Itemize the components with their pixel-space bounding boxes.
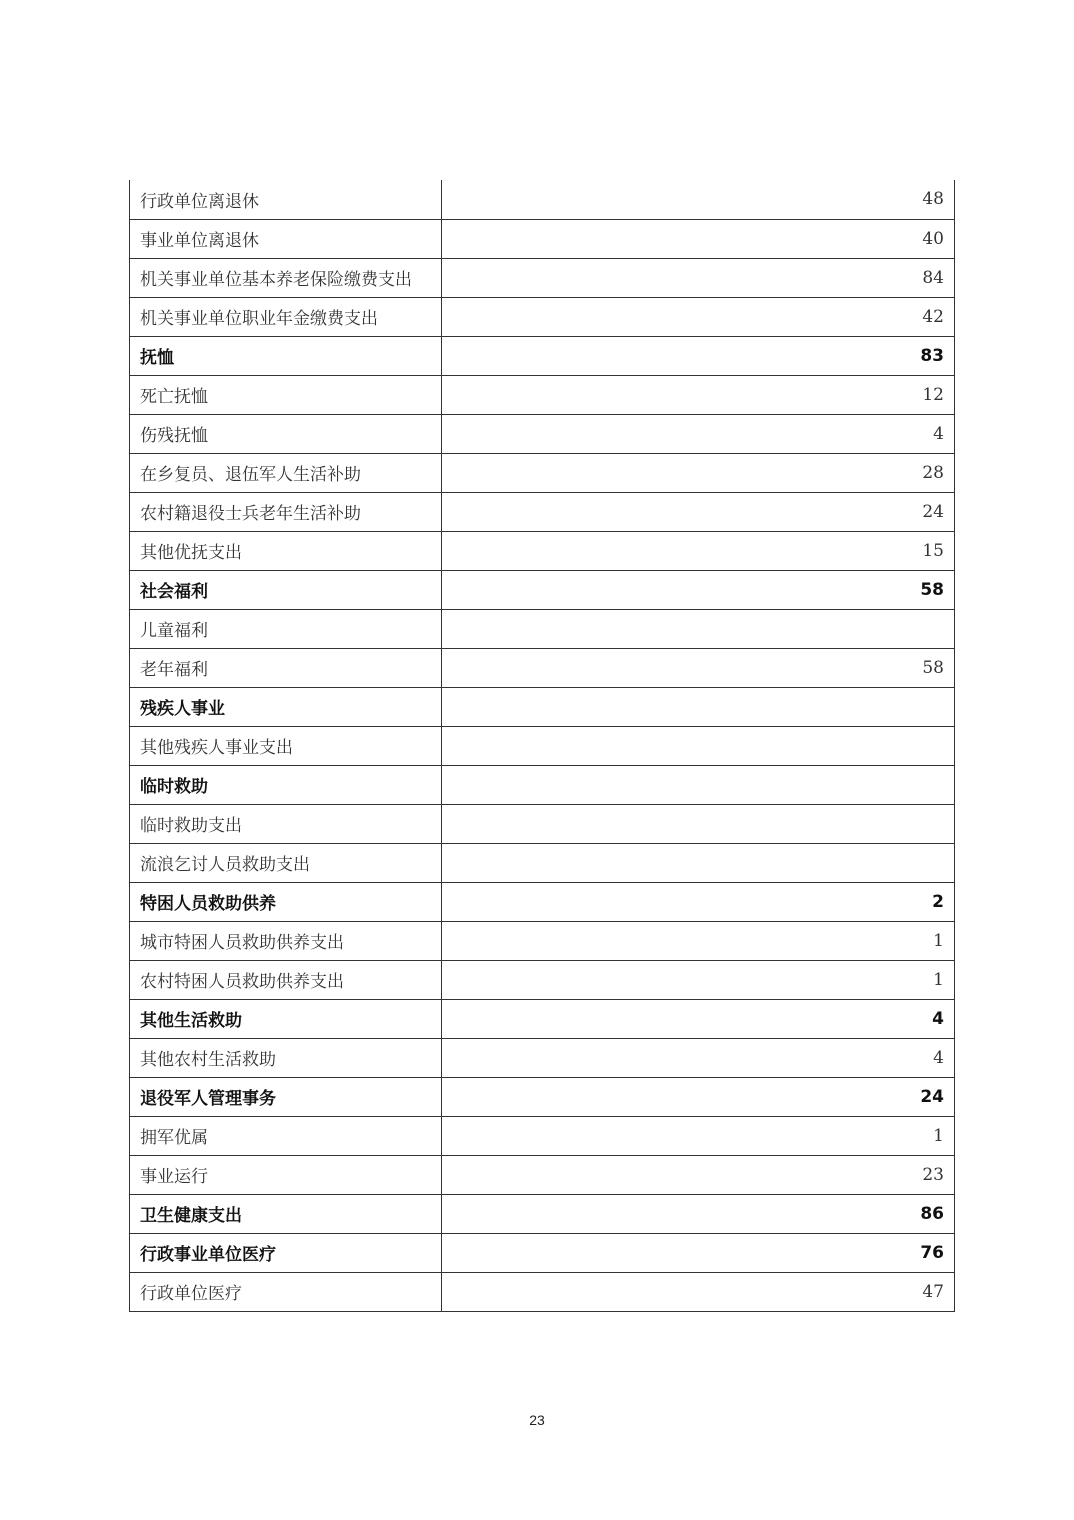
table-row [130, 336, 955, 375]
table-row [130, 1233, 955, 1272]
table-row [130, 414, 955, 453]
row-item-value [442, 687, 955, 726]
row-item-value: 4 [442, 1038, 955, 1077]
row-item-name: 死亡抚恤 [130, 375, 442, 414]
table-row [130, 1038, 955, 1077]
table-row [130, 999, 955, 1038]
row-item-value: 84 [442, 258, 955, 297]
row-item-value: 4 [442, 414, 955, 453]
table-row [130, 648, 955, 687]
row-item-name: 儿童福利 [130, 609, 442, 648]
row-item-name: 卫生健康支出 [130, 1194, 442, 1233]
row-item-name: 特困人员救助供养 [130, 882, 442, 921]
table-row [130, 687, 955, 726]
row-item-name: 农村特困人员救助供养支出 [130, 960, 442, 999]
row-item-value: 24 [442, 492, 955, 531]
table-row [130, 258, 955, 297]
row-item-name: 抚恤 [130, 336, 442, 375]
table-body [130, 180, 955, 1311]
row-item-name: 行政事业单位医疗 [130, 1233, 442, 1272]
row-item-value: 76 [442, 1233, 955, 1272]
row-item-name: 行政单位离退休 [130, 180, 442, 219]
row-item-name: 其他农村生活救助 [130, 1038, 442, 1077]
table-row [130, 453, 955, 492]
row-item-name: 社会福利 [130, 570, 442, 609]
table-row [130, 843, 955, 882]
row-item-name: 伤残抚恤 [130, 414, 442, 453]
row-item-value [442, 843, 955, 882]
row-item-name: 在乡复员、退伍军人生活补助 [130, 453, 442, 492]
row-item-value: 28 [442, 453, 955, 492]
table-row [130, 570, 955, 609]
row-item-value [442, 804, 955, 843]
row-item-value: 4 [442, 999, 955, 1038]
table-row [130, 1116, 955, 1155]
row-item-name: 流浪乞讨人员救助支出 [130, 843, 442, 882]
row-item-name: 城市特困人员救助供养支出 [130, 921, 442, 960]
table-row [130, 375, 955, 414]
row-item-name: 老年福利 [130, 648, 442, 687]
table-row [130, 1155, 955, 1194]
row-item-name: 其他生活救助 [130, 999, 442, 1038]
row-item-name: 临时救助支出 [130, 804, 442, 843]
table-row [130, 882, 955, 921]
row-item-value: 15 [442, 531, 955, 570]
row-item-name: 其他优抚支出 [130, 531, 442, 570]
row-item-value: 83 [442, 336, 955, 375]
row-item-name: 事业运行 [130, 1155, 442, 1194]
row-item-value: 42 [442, 297, 955, 336]
table-row [130, 765, 955, 804]
row-item-name: 行政单位医疗 [130, 1272, 442, 1311]
table-row [130, 180, 955, 219]
row-item-name: 临时救助 [130, 765, 442, 804]
row-item-name: 农村籍退役士兵老年生活补助 [130, 492, 442, 531]
row-item-name: 机关事业单位基本养老保险缴费支出 [130, 258, 442, 297]
row-item-name: 机关事业单位职业年金缴费支出 [130, 297, 442, 336]
table-row [130, 726, 955, 765]
row-item-value: 1 [442, 960, 955, 999]
row-item-value [442, 609, 955, 648]
table-row [130, 219, 955, 258]
row-item-name: 其他残疾人事业支出 [130, 726, 442, 765]
row-item-value [442, 726, 955, 765]
row-item-value: 58 [442, 570, 955, 609]
row-item-name: 拥军优属 [130, 1116, 442, 1155]
row-item-value: 24 [442, 1077, 955, 1116]
row-item-name: 退役军人管理事务 [130, 1077, 442, 1116]
table-row [130, 297, 955, 336]
table-row [130, 1077, 955, 1116]
table-row [130, 960, 955, 999]
row-item-value: 40 [442, 219, 955, 258]
page-number: 23 [529, 1412, 545, 1428]
row-item-name: 残疾人事业 [130, 687, 442, 726]
table-row [130, 1272, 955, 1311]
table-row [130, 609, 955, 648]
row-item-value: 23 [442, 1155, 955, 1194]
table-row [130, 1194, 955, 1233]
budget-table [129, 180, 955, 1312]
table-row [130, 492, 955, 531]
row-item-value: 58 [442, 648, 955, 687]
row-item-name: 事业单位离退休 [130, 219, 442, 258]
row-item-value: 86 [442, 1194, 955, 1233]
table-row [130, 531, 955, 570]
row-item-value: 47 [442, 1272, 955, 1311]
row-item-value: 1 [442, 921, 955, 960]
table-row [130, 921, 955, 960]
row-item-value: 2 [442, 882, 955, 921]
row-item-value: 48 [442, 180, 955, 219]
row-item-value: 12 [442, 375, 955, 414]
table-row [130, 804, 955, 843]
row-item-value [442, 765, 955, 804]
row-item-value: 1 [442, 1116, 955, 1155]
